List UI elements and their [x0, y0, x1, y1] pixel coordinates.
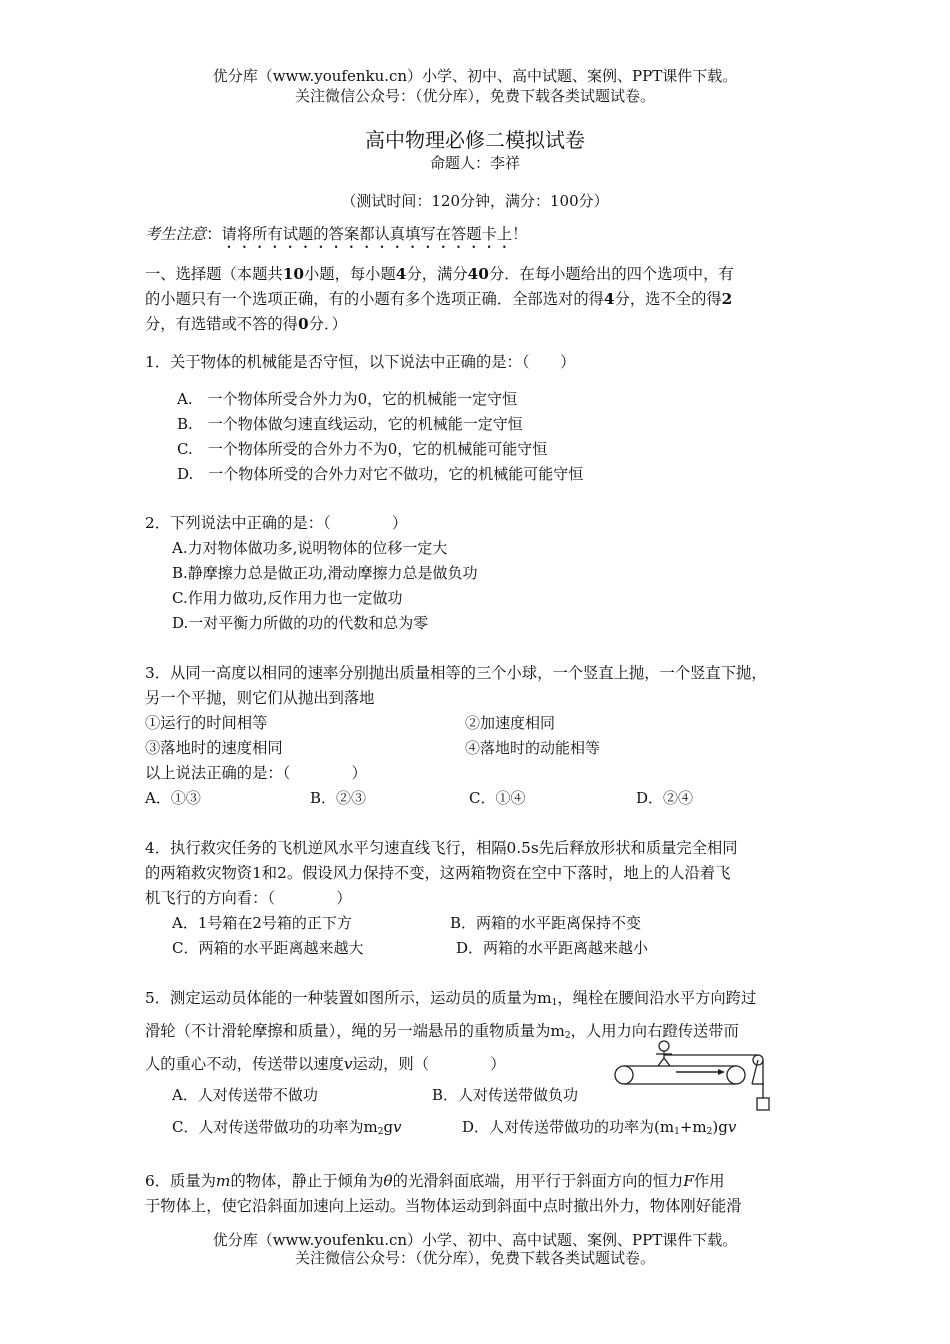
- q1-option-d: D. 一个物体所受的合外力对它不做功，它的机械能可能守恒: [177, 465, 584, 483]
- hanging-weight: [757, 1098, 769, 1110]
- q6-theta: θ: [383, 1172, 393, 1190]
- q2-option-b: B.静摩擦力总是做正功,滑动摩擦力总是做负功: [172, 564, 478, 582]
- s1-text-b: 小题，每小题: [303, 265, 396, 283]
- q2-stem: 2．下列说法中正确的是：（ ）: [145, 514, 408, 532]
- notice-text: 请将所有试题的答案都认真填写在答题卡上！: [221, 225, 528, 243]
- s1-num-partial: 2: [721, 290, 733, 308]
- person-head: [659, 1041, 669, 1051]
- q4-option-d: D．两箱的水平距离越来越小: [456, 939, 649, 957]
- q5-sub-1: 1: [551, 998, 558, 1008]
- q5-d-plus: +m: [679, 1118, 707, 1136]
- q5-c-g: g: [383, 1118, 394, 1136]
- q4-stem-2: 的两箱救灾物资1和2。假设风力保持不变，这两箱物资在空中下落时，地上的人沿着飞: [145, 864, 731, 882]
- q6-force-f: F: [683, 1172, 694, 1190]
- q6-text-a: 6．质量为: [145, 1172, 216, 1190]
- q5-d-sub2: 2: [706, 1127, 713, 1137]
- s1-num-questions: 10: [282, 265, 304, 283]
- q6-text-b: 的物体，静止于倾角为: [230, 1172, 384, 1190]
- header-line-2: 关注微信公众号：（优分库），免费下载各类试题试卷。: [294, 87, 655, 105]
- q1-option-c: C. 一个物体所受的合外力不为0，它的机械能可能守恒: [177, 440, 548, 458]
- q3-statement-1: ①运行的时间相等: [145, 714, 268, 732]
- q6-text-c: 的光滑斜面底端，用平行于斜面方向的恒力: [392, 1172, 684, 1190]
- q4-stem-3: 机飞行的方向看：（ ）: [145, 889, 352, 907]
- s1-text-e: 的小题只有一个选项正确，有的小题有多个选项正确．全部选对的得: [145, 290, 604, 308]
- q5-text-1: 5．测定运动员体能的一种装置如图所示，运动员的质量为m: [145, 989, 552, 1007]
- q5-velocity-v: v: [343, 1055, 353, 1073]
- q5-d-sub1: 1: [674, 1127, 680, 1137]
- belt-roller-right: [727, 1066, 745, 1084]
- belt-roller-left: [615, 1066, 633, 1084]
- exam-info: （测试时间：120分钟，满分：100分）: [341, 192, 609, 210]
- notice-label: 考生注意: [145, 225, 207, 243]
- section1-line-2: [145, 287, 732, 312]
- s1-num-zero: 0: [297, 315, 309, 333]
- q4-option-a: A．1号箱在2号箱的正下方: [172, 914, 352, 932]
- q1-option-b: B. 一个物体做匀速直线运动，它的机械能一定守恒: [177, 415, 523, 433]
- q4-option-b: B．两箱的水平距离保持不变: [450, 914, 642, 932]
- footer-line-2: 关注微信公众号：（优分库），免费下载各类试题试卷。: [294, 1249, 655, 1267]
- s1-text-d: 分．在每小题给出的四个选项中，有: [488, 265, 734, 283]
- notice: [145, 222, 527, 252]
- q3-option-b: B．②③: [310, 789, 367, 807]
- s1-text-a: 一、选择题（本题共: [145, 265, 283, 283]
- conveyor-belt-figure: [612, 1036, 772, 1114]
- s1-text-c: 分，满分: [406, 265, 468, 283]
- section1-line-3: [145, 312, 347, 337]
- q2-option-a: A.力对物体做功多,说明物体的位移一定大: [172, 539, 448, 557]
- q3-statement-4: ④落地时的动能相等: [465, 739, 601, 757]
- q6-stem-1: [145, 1169, 725, 1194]
- q5-sub-2: 2: [564, 1031, 571, 1041]
- q4-option-c: C．两箱的水平距离越来越大: [172, 939, 364, 957]
- q5-stem-3: [145, 1052, 506, 1077]
- q6-text-d: 作用: [693, 1172, 725, 1190]
- q3-ask: 以上说法正确的是：（ ）: [145, 764, 367, 782]
- q5-text-1b: ，绳栓在腰间沿水平方向跨过: [557, 989, 757, 1007]
- q3-stem-2: 另一个平抛，则它们从抛出到落地: [145, 689, 375, 707]
- q3-stem-1: 3．从同一高度以相同的速率分别抛出质量相等的三个小球，一个竖直上抛，一个竖直下抛，: [145, 664, 767, 682]
- q5-d-g: )g: [712, 1118, 728, 1136]
- q5-text-2: 滑轮（不计滑轮摩擦和质量），绳的另一端悬吊的重物质量为m: [145, 1022, 565, 1040]
- q3-statement-3: ③落地时的速度相同: [145, 739, 283, 757]
- q5-c-v: v: [393, 1118, 402, 1136]
- q3-option-d: D．②④: [636, 789, 694, 807]
- q3-option-a: A．①③: [145, 789, 201, 807]
- header-line-1: 优分库（www.youfenku.cn）小学、初中、高中试题、案例、PPT课件下载。: [212, 67, 738, 85]
- q5-option-c: [172, 1117, 402, 1142]
- q5-text-3: 人的重心不动，传送带以速度: [145, 1055, 344, 1073]
- q3-option-c: C．①④: [469, 789, 526, 807]
- q5-text-3b: 运动，则（ ）: [352, 1055, 506, 1073]
- q5-c-text: C．人对传送带做功的功率为m: [172, 1118, 378, 1136]
- q5-d-text: D．人对传送带做功的功率为(m: [462, 1118, 675, 1136]
- q5-text-2b: ，人用力向右蹬传送带而: [570, 1022, 739, 1040]
- s1-num-points: 4: [395, 265, 407, 283]
- q4-stem-1: 4．执行救灾任务的飞机逆风水平匀速直线飞行，相隔0.5s先后释放形状和质量完全相同: [145, 839, 738, 857]
- q1-option-a: A. 一个物体所受合外力为0，它的机械能一定守恒: [177, 390, 518, 408]
- s1-num-total: 40: [467, 265, 489, 283]
- page-title: 高中物理必修二模拟试卷: [365, 128, 585, 152]
- q5-stem-1: [145, 986, 756, 1016]
- q5-option-d: [462, 1117, 736, 1142]
- q5-d-v: v: [727, 1118, 737, 1136]
- q6-mass-m: m: [215, 1172, 231, 1190]
- footer-line-1: 优分库（www.youfenku.cn）小学、初中、高中试题、案例、PPT课件下载。: [212, 1231, 738, 1249]
- notice-colon: ：: [206, 225, 222, 243]
- author-line: 命题人：李祥: [429, 154, 520, 172]
- q1-stem: 1．关于物体的机械能是否守恒，以下说法中正确的是：（ ）: [145, 353, 576, 371]
- s1-text-h: 分．）: [308, 315, 347, 333]
- q2-option-d: D.一对平衡力所做的功的代数和总为零: [172, 614, 429, 632]
- q2-option-c: C.作用力做功,反作用力也一定做功: [172, 589, 403, 607]
- s1-num-full: 4: [603, 290, 615, 308]
- section1-line-1: [145, 262, 734, 287]
- q5-option-a: A．人对传送带不做功: [172, 1086, 318, 1104]
- s1-text-g: 分，有选错或不答的得: [145, 315, 298, 333]
- s1-text-f: 分，选不全的得: [614, 290, 722, 308]
- belt-direction-arrow: [718, 1069, 725, 1075]
- q6-stem-2: 于物体上，使它沿斜面加速向上运动。当物体运动到斜面中点时撤出外力，物体刚好能滑: [145, 1197, 742, 1215]
- q5-c-sub: 2: [377, 1127, 384, 1137]
- q5-option-b: B．人对传送带做负功: [432, 1086, 579, 1104]
- q3-statement-2: ②加速度相同: [465, 714, 556, 732]
